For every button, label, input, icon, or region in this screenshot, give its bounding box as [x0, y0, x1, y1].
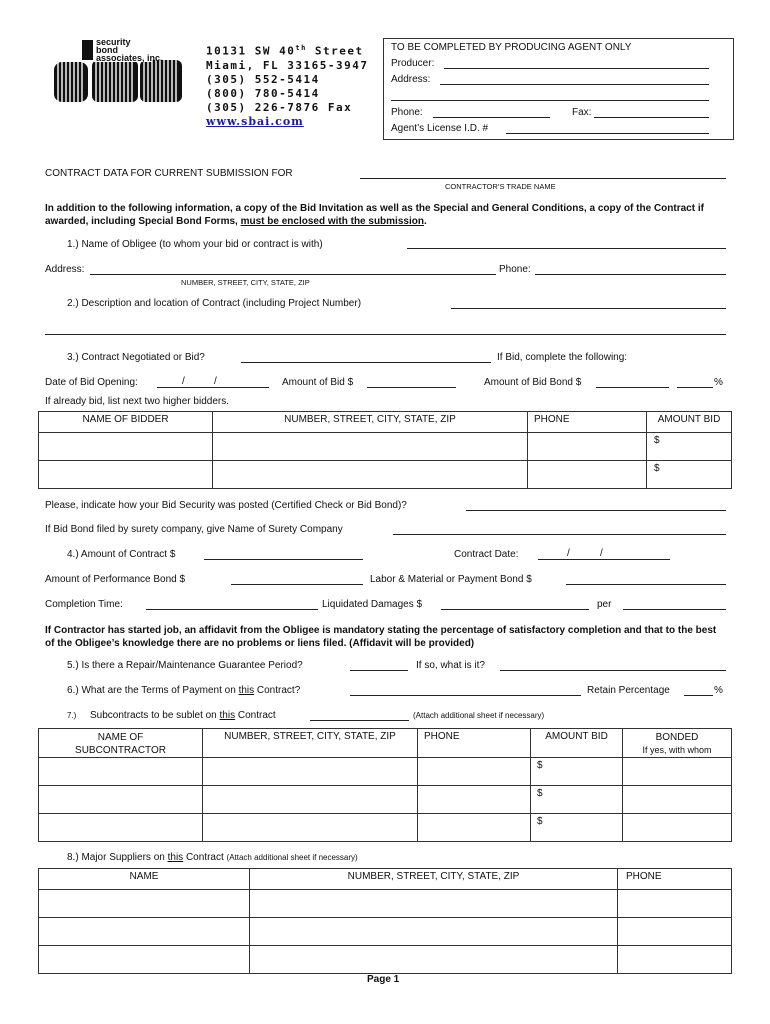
bidder-2-address[interactable] — [213, 461, 528, 489]
obligee-address-label: Address: — [45, 264, 85, 275]
bidder-2-phone[interactable] — [528, 461, 647, 489]
trade-name-caption: CONTRACTOR’S TRADE NAME — [445, 182, 556, 191]
sup-1-address[interactable] — [250, 890, 618, 918]
q1-label: 1.) Name of Obligee (to whom your bid or contract is with) — [67, 239, 323, 250]
sub-2-amount[interactable]: $ — [531, 786, 623, 814]
sup-2-phone[interactable] — [618, 918, 732, 946]
already-bid-label: If already bid, list next two higher bidders. — [45, 396, 229, 407]
contract-description-field-2[interactable] — [45, 334, 726, 335]
bidders-header-address: NUMBER, STREET, CITY, STATE, ZIP — [213, 412, 528, 433]
subcontracts-field[interactable] — [310, 720, 409, 721]
company-logo — [52, 38, 184, 108]
table-row — [39, 918, 732, 946]
sub-2-name[interactable] — [39, 786, 203, 814]
retain-percentage-field[interactable] — [684, 695, 713, 696]
sub-2-address[interactable] — [203, 786, 418, 814]
retain-percent-sign: % — [714, 685, 723, 696]
bid-amount-label: Amount of Bid $ — [282, 377, 354, 388]
sub-3-name[interactable] — [39, 814, 203, 842]
retain-percentage-label: Retain Percentage — [587, 685, 670, 696]
sub-3-address[interactable] — [203, 814, 418, 842]
q5-label: 5.) Is there a Repair/Maintenance Guarantee Period? — [67, 660, 303, 671]
liquidated-damages-field[interactable] — [441, 609, 589, 610]
sub-header-address: NUMBER, STREET, CITY, STATE, ZIP — [203, 729, 418, 758]
sub-1-phone[interactable] — [418, 758, 531, 786]
obligee-name-field[interactable] — [407, 248, 726, 249]
table-row — [39, 890, 732, 918]
sub-1-address[interactable] — [203, 758, 418, 786]
bid-bond-percent-field[interactable] — [677, 387, 713, 388]
performance-bond-field[interactable] — [231, 584, 363, 585]
payment-terms-field[interactable] — [350, 695, 581, 696]
table-row — [39, 786, 732, 814]
sup-3-address[interactable] — [250, 946, 618, 974]
address-line-1: 10131 SW 40th Street — [206, 44, 364, 58]
bidder-1-amount[interactable]: $ — [647, 433, 732, 461]
address-caption: NUMBER, STREET, CITY, STATE, ZIP — [181, 278, 310, 287]
q3-label: 3.) Contract Negotiated or Bid? — [67, 352, 205, 363]
q7-number: 7.) — [67, 711, 77, 720]
bidder-1-address[interactable] — [213, 433, 528, 461]
sub-header-phone: PHONE — [418, 729, 531, 758]
sub-1-bonded[interactable] — [623, 758, 732, 786]
completion-time-field[interactable] — [146, 609, 318, 610]
agent-address-field[interactable] — [440, 84, 709, 85]
table-row — [39, 758, 732, 786]
bid-opening-date-field[interactable] — [157, 387, 269, 388]
bid-opening-label: Date of Bid Opening: — [45, 377, 138, 388]
q8-label: 8.) Major Suppliers on this Contract (Attach additional sheet if necessary) — [67, 852, 358, 863]
q7-note: (Attach additional sheet if necessary) — [413, 711, 545, 720]
suppliers-table — [38, 868, 732, 974]
agent-license-label: Agent’s License I.D. # — [391, 123, 489, 134]
table-row — [39, 946, 732, 974]
sub-3-amount[interactable]: $ — [531, 814, 623, 842]
sup-2-address[interactable] — [250, 918, 618, 946]
sub-1-name[interactable] — [39, 758, 203, 786]
agent-address-field-2[interactable] — [391, 100, 709, 101]
bid-bond-field[interactable] — [596, 387, 669, 388]
sup-header-name: NAME — [39, 869, 250, 890]
sub-1-amount[interactable]: $ — [531, 758, 623, 786]
fax-number: (305) 226-7876 Fax — [206, 100, 353, 114]
sub-3-bonded[interactable] — [623, 814, 732, 842]
guarantee-detail-field[interactable] — [500, 670, 726, 671]
obligee-address-field[interactable] — [90, 274, 496, 275]
liquidated-damages-label: Liquidated Damages $ — [322, 599, 423, 610]
surety-company-label: If Bid Bond filed by surety company, give Name of Surety Company — [45, 524, 343, 535]
bidders-table — [38, 411, 732, 489]
sup-3-phone[interactable] — [618, 946, 732, 974]
guarantee-period-field[interactable] — [350, 670, 408, 671]
producer-field[interactable] — [444, 68, 709, 69]
per-field[interactable] — [623, 609, 726, 610]
q2-label: 2.) Description and location of Contract (including Project Number) — [67, 298, 362, 309]
subcontractor-table — [38, 728, 732, 842]
sup-2-name[interactable] — [39, 918, 250, 946]
bid-amount-field[interactable] — [367, 387, 456, 388]
date-slash-3: / — [567, 548, 570, 559]
agent-address-label: Address: — [391, 74, 431, 85]
obligee-phone-label: Phone: — [499, 264, 531, 275]
sub-header-bonded: BONDED If yes, with whom — [623, 729, 732, 758]
payment-bond-label: Labor & Material or Payment Bond $ — [370, 574, 532, 585]
company-address-block — [206, 41, 368, 129]
agent-phone-label: Phone: — [391, 107, 423, 118]
payment-bond-field[interactable] — [566, 584, 726, 585]
sup-1-phone[interactable] — [618, 890, 732, 918]
bid-bond-label: Amount of Bid Bond $ — [484, 377, 582, 388]
agent-phone-field[interactable] — [433, 117, 550, 118]
sup-header-phone: PHONE — [618, 869, 732, 890]
sub-header-name: NAME OF SUBCONTRACTOR — [39, 729, 203, 758]
contract-description-field[interactable] — [451, 308, 726, 309]
date-slash-1: / — [182, 376, 185, 387]
sup-header-address: NUMBER, STREET, CITY, STATE, ZIP — [250, 869, 618, 890]
performance-bond-label: Amount of Performance Bond $ — [45, 574, 186, 585]
bidders-header-name: NAME OF BIDDER — [39, 412, 213, 433]
date-slash-2: / — [214, 376, 217, 387]
if-bid-label: If Bid, complete the following: — [497, 352, 628, 363]
negotiated-or-bid-field[interactable] — [241, 362, 491, 363]
affidavit-paragraph: If Contractor has started job, an affidavit from the Obligee is mandatory stating the percentage of satisfactory completion and that to the best of the Obligee’s knowledge there are no problems or liens filed. (Affidavit will be provided) — [45, 625, 717, 649]
bidder-2-name[interactable] — [39, 461, 213, 489]
table-row — [39, 433, 732, 461]
page-number: Page 1 — [367, 974, 400, 985]
sub-header-amount: AMOUNT BID — [531, 729, 623, 758]
agent-license-field[interactable] — [506, 133, 709, 134]
contract-date-field[interactable] — [538, 559, 670, 560]
bidders-header-amount: AMOUNT BID — [647, 412, 732, 433]
address-line-2: Miami, FL 33165-3947 — [206, 58, 369, 72]
contract-date-label: Contract Date: — [454, 549, 519, 560]
agent-fax-field[interactable] — [594, 117, 709, 118]
logo-text-1: security — [96, 37, 131, 47]
per-label: per — [597, 599, 612, 610]
q6-label: 6.) What are the Terms of Payment on this Contract? — [67, 685, 301, 696]
agent-fax-label: Fax: — [572, 107, 592, 118]
if-so-label: If so, what is it? — [416, 660, 485, 671]
phone-2: (800) 780-5414 — [206, 86, 320, 100]
bidders-header-phone: PHONE — [528, 412, 647, 433]
sub-2-phone[interactable] — [418, 786, 531, 814]
surety-company-field[interactable] — [393, 534, 726, 535]
completion-time-label: Completion Time: — [45, 599, 123, 610]
contractor-trade-name-field[interactable] — [360, 178, 726, 179]
obligee-phone-field[interactable] — [535, 274, 726, 275]
bid-security-label: Please, indicate how your Bid Security was posted (Certified Check or Bid Bond)? — [45, 500, 407, 511]
agent-box-title: TO BE COMPLETED BY PRODUCING AGENT ONLY — [391, 42, 632, 53]
sup-3-name[interactable] — [39, 946, 250, 974]
bid-bond-percent: % — [714, 377, 723, 388]
table-row — [39, 461, 732, 489]
sub-2-bonded[interactable] — [623, 786, 732, 814]
intro-paragraph: In addition to the following information, a copy of the Bid Invitation as well as the Special and General Conditions, a copy of the Contract if awarded, including Special Bond Forms, must be enclosed with the submission. — [45, 203, 704, 227]
logo-text-3: associates, inc. — [96, 53, 163, 63]
contract-amount-field[interactable] — [204, 559, 363, 560]
bidder-2-amount[interactable]: $ — [647, 461, 732, 489]
table-row — [39, 814, 732, 842]
bidder-1-phone[interactable] — [528, 433, 647, 461]
bidder-1-name[interactable] — [39, 433, 213, 461]
logo-text-2: bond — [96, 45, 118, 55]
bid-security-field[interactable] — [466, 510, 726, 511]
date-slash-4: / — [600, 548, 603, 559]
sub-3-phone[interactable] — [418, 814, 531, 842]
phone-1: (305) 552-5414 — [206, 72, 320, 86]
contract-data-label: CONTRACT DATA FOR CURRENT SUBMISSION FOR — [45, 168, 293, 179]
producer-label: Producer: — [391, 58, 435, 69]
contract-amount-label: 4.) Amount of Contract $ — [67, 549, 176, 560]
sup-1-name[interactable] — [39, 890, 250, 918]
website-link[interactable]: www.sbai.com — [206, 114, 304, 128]
q7-label: Subcontracts to be sublet on this Contract — [90, 710, 276, 721]
